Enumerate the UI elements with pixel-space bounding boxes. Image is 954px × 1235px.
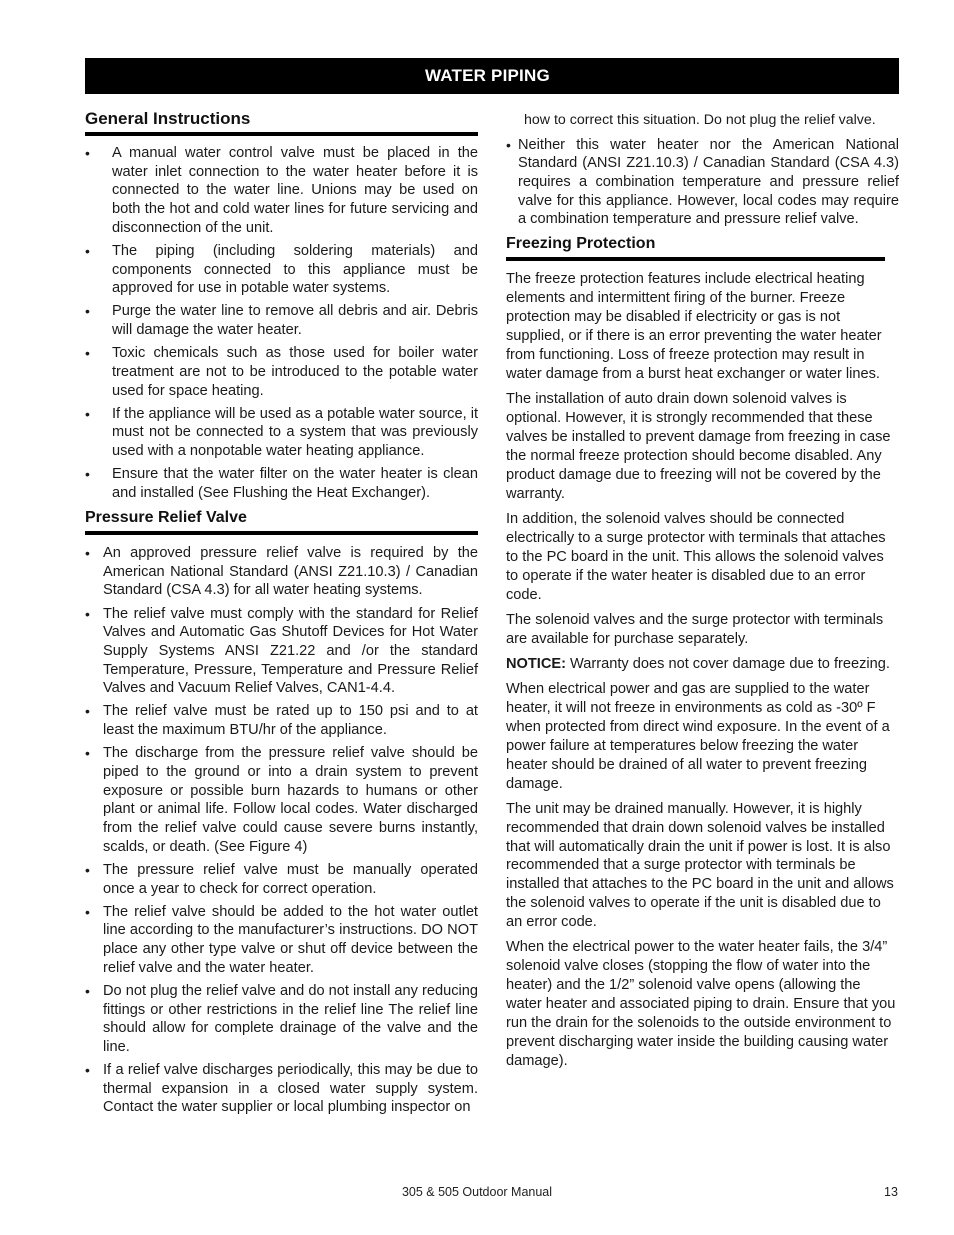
pressure-relief-list-continued — [506, 136, 899, 230]
freezing-protection-heading: Freezing Protection — [506, 235, 656, 253]
paragraph: The solenoid valves and the surge protector with terminals are available for purchase separately. — [506, 611, 884, 647]
notice-label: NOTICE: — [506, 655, 566, 672]
paragraph: In addition, the solenoid valves should be connected electrically to a surge protector with terminals that attaches to the PC board in the unit. This allows the solenoid valves to operate if the water heater is disabled due to an error code. — [506, 510, 886, 603]
paragraph: When the electrical power to the water heater fails, the 3/4” solenoid valve closes (stopping the flow of water into the heater) and the 1/2” solenoid valve opens (allowing the water heater and associated piping to drain. Ensure that you run the drain for the solenoids to the outside environment to prevent discharging water inside the building causing water damage). — [506, 939, 896, 1069]
notice-paragraph — [506, 655, 899, 674]
pressure-relief-valve-heading: Pressure Relief Valve — [85, 509, 247, 526]
paragraph: The freeze protection features include electrical heating elements and intermittent firing of the burner. Freeze protection may be disabled if electricity or gas is not supplied, or if there is an error preventing the water heater from functioning. Loss of freeze protection may result in water damage from a burst heat exchanger or water lines. — [506, 271, 882, 382]
list-item: • The discharge from the pressure relief valve should be piped to the ground or into a drain system to prevent exposure or possible burn hazards to humans or other plant or animal life. Follow local codes. Water discharged from the relief valve could cause severe burns instantly, scalds, or death. (See Figure 4) — [85, 745, 478, 855]
list-item: • Toxic chemicals such as those used for boiler water treatment are not to be introduced to the potable water used for space heating. — [85, 345, 478, 399]
list-item: • Do not plug the relief valve and do not install any reducing fittings or other restrictions in the relief line The relief line should allow for complete drainage of the valve and the line. — [85, 982, 478, 1055]
list-item: • The relief valve must be rated up to 150 psi and to at least the maximum BTU/hr of the appliance. — [85, 703, 478, 739]
list-item: • If a relief valve discharges periodically, this may be due to thermal expansion in a closed water supply system. Contact the water supplier or local plumbing inspector on — [85, 1062, 478, 1116]
general-instructions-heading: General Instructions — [85, 109, 251, 128]
list-item: • If the appliance will be used as a potable water source, it must not be connected to a system that was previously used with a nonpotable water heating appliance. — [85, 405, 478, 460]
paragraph: When electrical power and gas are supplied to the water heater, it will not freeze in environments as cold as -30º F when protected from direct wind exposure. In the event of a power failure at temperatures below freezing the water heater should be drained of all water to prevent freezing damage. — [506, 681, 890, 792]
list-item: • Purge the water line to remove all debris and air. Debris will damage the water heater. — [85, 303, 478, 339]
right-column — [506, 108, 899, 1077]
list-item: • The pressure relief valve must be manually operated once a year to check for correct operation. — [85, 861, 478, 897]
heading-rule — [85, 531, 478, 535]
section-header-bar — [85, 58, 899, 94]
list-item: • Neither this water heater nor the American National Standard (ANSI Z21.10.3) / Canadian Standard (CSA 4.3) requires a combination temperature and pressure relief valve for this appliance. However, local codes may require a combination temperature and pressure relief valve. — [506, 136, 899, 228]
section-title: WATER PIPING — [425, 66, 550, 85]
continued-text: how to correct this situation. Do not plug the relief valve. — [524, 112, 876, 128]
paragraph: The unit may be drained manually. However, it is highly recommended that drain down solenoid valves be installed that will automatically drain the unit if power is lost. It is also recommended that a surge protector with terminals be installed that attaches to the PC board in the unit and allows the solenoid valves to operate if the unit is disabled due to an error code. — [506, 800, 894, 931]
list-item: • Ensure that the water filter on the water heater is clean and installed (See Flushing the Heat Exchanger). — [85, 466, 478, 501]
heading-rule — [85, 132, 478, 136]
list-item: • The piping (including soldering materials) and components connected to this appliance must be approved for use in potable water systems. — [85, 242, 478, 297]
paragraph: The installation of auto drain down solenoid valves is optional. However, it is strongly recommended that these valves be installed to prevent damage from freezing in case the normal freeze protection should become disabled. Any product damage due to freezing will not be covered by the warranty. — [506, 391, 891, 502]
notice-text: Warranty does not cover damage due to freezing. — [566, 655, 890, 672]
list-item: • The relief valve must comply with the standard for Relief Valves and Automatic Gas Shutoff Devices for Hot Water Supply Systems ANSI Z21.22 and /or the standard Temperature, Pressure, Temperature and Pressure Relief Valves and Vacuum Relief Valves, CAN1-4.4. — [85, 605, 478, 697]
list-item: • A manual water control valve must be placed in the water inlet connection to the water heater before it is connected to the water line. Unions may be used on both the hot and cold water lines for future servicing and disconnection of the unit. — [85, 145, 478, 236]
list-item: • The relief valve should be added to the hot water outlet line according to the manufacturer’s instructions. DO NOT place any other type valve or shut off device between the relief valve and the water heater. — [85, 903, 478, 976]
footer-manual-title: 305 & 505 Outdoor Manual — [401, 1185, 553, 1199]
general-instructions-list — [85, 144, 478, 503]
list-item: • An approved pressure relief valve is required by the American National Standard (ANSI Z21.10.3) / Canadian Standard (CSA 4.3) for all water heating systems. — [85, 545, 478, 599]
heading-rule — [506, 257, 885, 261]
page-number: 13 — [884, 1185, 898, 1199]
left-column — [85, 108, 478, 1122]
pressure-relief-list — [85, 544, 478, 1117]
